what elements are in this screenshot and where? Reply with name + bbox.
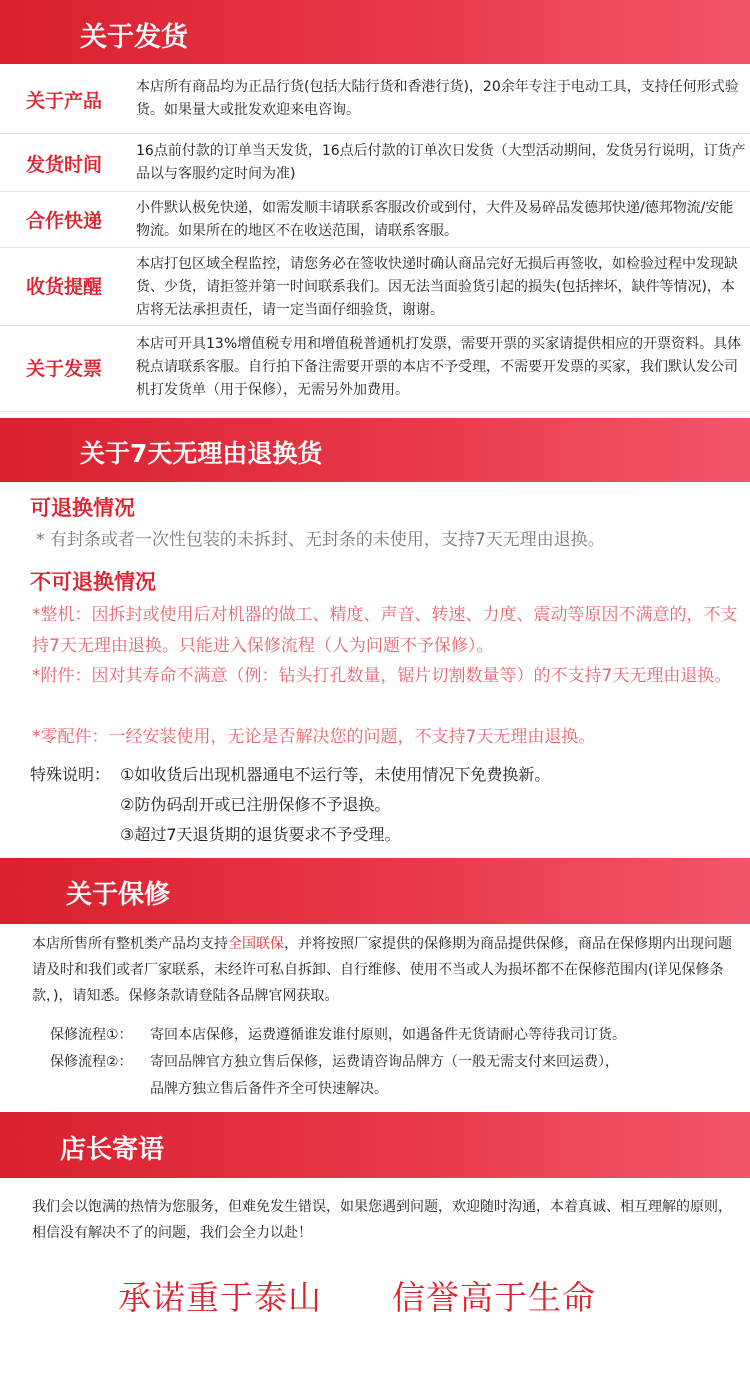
warranty-flow-1-text: 寄回本店保修，运费遵循谁发谁付原则，如遇备件无货请耐心等待我司订货。 xyxy=(150,1027,626,1043)
row-text: 本店可开具13%增值税专用和增值税普通机打发票，需要开票的买家请提供相应的开票资料。具体税点请联系客服。自行拍下备注需要开票的本店不予受理，不需要开发票的买家，我们默认发公司机打发货单（用于保修），无需另外加费用。 xyxy=(136,336,742,398)
section-title: 关于保修 xyxy=(66,880,171,910)
special-item: ③超过7天退货期的退货要求不予受理。 xyxy=(120,825,401,844)
nonreturnable-item: *附件：因对其寿命不满意（例：钻头打孔数量，锯片切割数量等）的不支持7天无理由退换。 xyxy=(32,666,732,686)
section-banner-shipping xyxy=(0,0,750,64)
section-title: 关于7天无理由退换货 xyxy=(80,439,323,468)
section-title: 店长寄语 xyxy=(60,1135,165,1165)
warranty-flow-2-text: 寄回品牌官方独立售后保修，运费请咨询品牌方（一般无需支付来回运费）， xyxy=(150,1054,619,1070)
returnable-text: * 有封条或者一次性包装的未拆封、无封条的未使用，支持7天无理由退换。 xyxy=(36,530,605,550)
row-text: 16点前付款的订单当天发货，16点后付款的订单次日发货（大型活动期间，发货另行说明，订货产品以与客服约定时间为准) xyxy=(136,143,746,182)
info-row-ship-time xyxy=(0,134,750,192)
nonreturnable-heading: 不可退换情况 xyxy=(30,570,156,594)
info-row-product xyxy=(0,64,750,134)
warranty-paragraph: 本店所售所有整机类产品均支持全国联保，并将按照厂家提供的保修期为商品提供保修，商品在保修期内出现问题请及时和我们或者厂家联系，未经许可私自拆卸、自行维修、使用不当或人为损坏都不在保修范围内(详见保修条款，)，请知悉。保修条款请登陆各品牌官网获取。 xyxy=(32,936,732,1004)
section-title: 关于发货 xyxy=(80,22,188,53)
warranty-flow-2-text-cont: 品牌方独立售后备件齐全可快速解决。 xyxy=(150,1081,388,1097)
slogan-right: 信誉高于生命 xyxy=(392,1278,596,1317)
row-label: 发货时间 xyxy=(26,154,103,176)
row-label: 合作快递 xyxy=(26,210,103,232)
warranty-flow-2-label: 保修流程②： xyxy=(50,1054,133,1070)
special-item: ①如收货后出现机器通电不运行等，未使用情况下免费换新。 xyxy=(120,765,551,784)
row-label: 关于发票 xyxy=(26,358,103,380)
info-row-receipt-reminder xyxy=(0,248,750,326)
nationwide-warranty-highlight: 全国联保 xyxy=(228,936,284,952)
slogan-left: 承诺重于泰山 xyxy=(118,1278,322,1317)
info-row-courier xyxy=(0,192,750,248)
returnable-heading: 可退换情况 xyxy=(30,496,135,520)
special-label: 特殊说明： xyxy=(30,765,111,784)
special-item: ②防伪码刮开或已注册保修不予退换。 xyxy=(120,795,391,814)
row-label: 关于产品 xyxy=(26,90,103,112)
section-banner-warranty xyxy=(0,858,750,924)
nonreturnable-item: *零配件：一经安装使用，无论是否解决您的问题，不支持7天无理由退换。 xyxy=(32,727,596,747)
manager-message-text: 我们会以饱满的热情为您服务，但难免发生错误，如果您遇到问题，欢迎随时沟通，本着真诚、相互理解的原则，相信没有解决不了的问题，我们会全力以赴！ xyxy=(32,1199,732,1241)
section-banner-manager-message xyxy=(0,1112,750,1178)
info-row-invoice xyxy=(0,326,750,412)
nonreturnable-item: *整机：因拆封或使用后对机器的做工、精度、声音、转速、力度、震动等原因不满意的，不支持7天无理由退换。只能进入保修流程（人为问题不予保修）。 xyxy=(32,605,738,656)
warranty-flow-1-label: 保修流程①： xyxy=(50,1027,133,1043)
row-text: 本店打包区域全程监控，请您务必在签收快递时确认商品完好无损后再签收，如检验过程中发现缺货、少货，请拒签并第一时间联系我们。因无法当面验货引起的损失(包括摔坏，缺件等情况)，本店将无法承担责任，请一定当面仔细验货，谢谢。 xyxy=(136,256,738,318)
row-text: 小件默认极免快递，如需发顺丰请联系客服改价或到付，大件及易碎品发德邦快递/德邦物流/安能物流。如果所在的地区不在收送范围，请联系客服。 xyxy=(136,200,734,239)
row-text: 本店所有商品均为正品行货(包括大陆行货和香港行货)，20余年专注于电动工具，支持任何形式验货。如果量大或批发欢迎来电咨询。 xyxy=(136,79,739,118)
row-label: 收货提醒 xyxy=(26,276,103,298)
section-banner-returns xyxy=(0,418,750,482)
